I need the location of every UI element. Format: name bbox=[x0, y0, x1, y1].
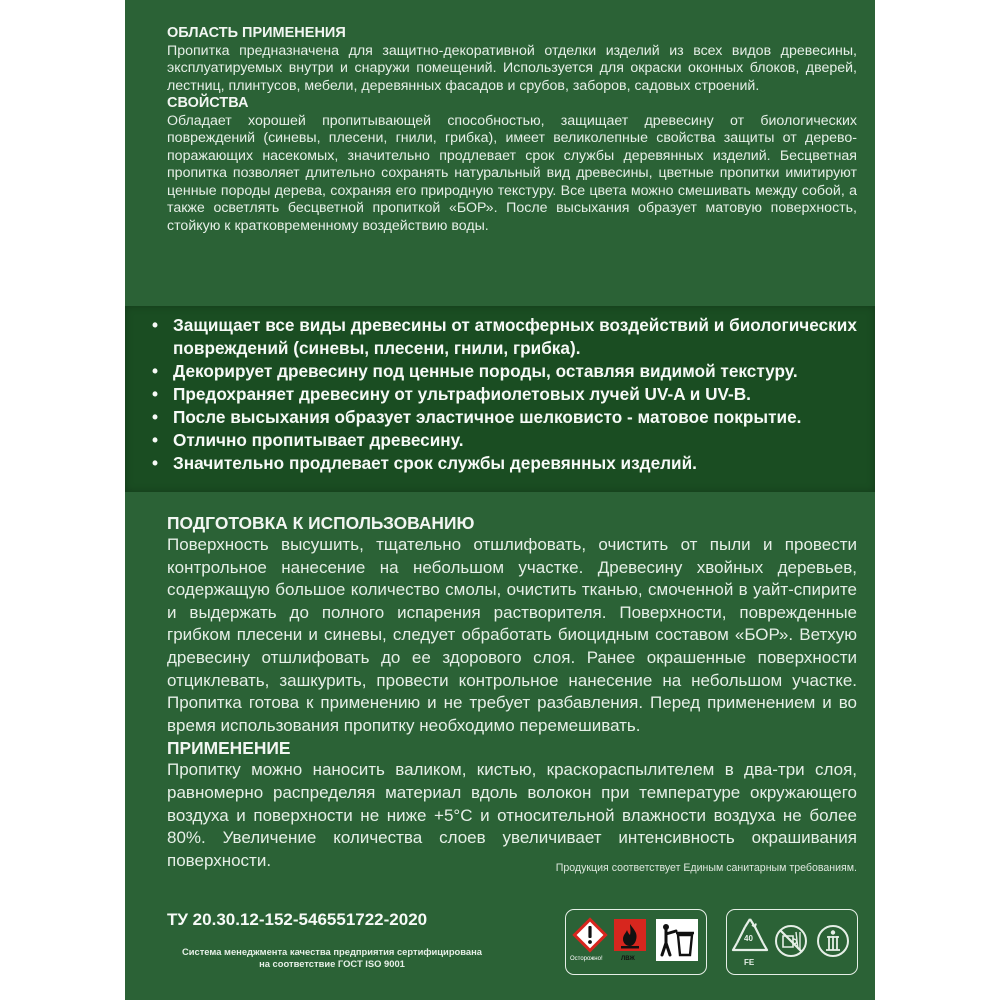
benefit-item: • Декорирует древесину под ценные породы, оставляя видимой текстуру. bbox=[149, 360, 875, 383]
preparation-heading: ПОДГОТОВКА К ИСПОЛЬЗОВАНИЮ bbox=[167, 513, 475, 533]
quality-line-1: Система менеджмента качества предприятия сертифицирована bbox=[181, 946, 483, 957]
top-section bbox=[167, 25, 857, 235]
flammable-icon bbox=[612, 917, 648, 953]
exclamation-hazard-icon bbox=[572, 917, 608, 953]
dispose-in-bin-icon bbox=[654, 917, 700, 963]
benefit-item: • После высыхания образует эластичное шелковисто - матовое покрытие. bbox=[149, 406, 875, 429]
properties-text: Обладает хорошей пропитывающей способностью, защищает древесину от биологических повреждений (синевы, плесени, гнили, грибка), имеет великолепные свойства защиты от дерево-поражающих насекомых, значительно продлевает срок службы деревянных изделий. Бесцветная пропитка позволяет длительно сохранять натуральный вид древесины, цветные пропитки имитируют ценные породы дерева, сохраняя его природную текстуру. Все цвета можно смешивать между собой, а также осветлять бесцветной пропиткой «БОР». После высыхания образует матовую поверхность, стойкую к кратковременному воздействию воды. bbox=[167, 112, 857, 234]
hazard-icons-box bbox=[565, 909, 707, 975]
compliance-note: Продукция соответствует Единым санитарным требованиям. bbox=[555, 862, 857, 874]
area-heading: ОБЛАСТЬ ПРИМЕНЕНИЯ bbox=[167, 25, 346, 41]
area-text: Пропитка предназначена для защитно-декоративной отделки изделий из всех видов древесины, эксплуатируемых внутри и снаружи помещений. Используется для окраски оконных блоков, дверей, лестниц, плинтусов, мебели, деревянных фасадов и срубов, заборов, садовых строений. bbox=[167, 42, 857, 94]
quality-line-2: на соответствие ГОСТ ISO 9001 bbox=[259, 958, 405, 969]
flame-label: ЛВЖ bbox=[621, 956, 635, 962]
tidyman-icon bbox=[815, 923, 851, 959]
application-text: Пропитку можно наносить валиком, кистью, краскораспылителем в два-три слоя, равномерно распределяя материал вдоль волокон при температуре окружающего воздуха и поверхности не ниже +5°С и относительной влажности воздуха не более 80%. Увеличение количества слоев увеличивает интенсивность окрашивания поверхности. bbox=[167, 760, 857, 870]
exclamation-label: Осторожно! bbox=[570, 956, 603, 962]
preparation-text: Поверхность высушить, тщательно отшлифовать, очистить от пыли и провести контрольное нанесение на небольшом участке. Древесину хвойных деревьев, содержащую большое количество смолы, очистить тканью, смоченной в уайт-спирите и выдержать до полного испарения растворителя. Поверхности, поврежденные грибком плесени и синевы, следует обработать биоцидным составом «БОР». Ветхую древесину отшлифовать до ее здорового слоя. Ранее окрашенные поверхности отциклевать, зашкурить, провести контрольное нанесение на небольшом участке. Пропитка готова к применению и не требует разбавления. Перед применением и во время использования пропитку необходимо перемешивать. bbox=[167, 535, 857, 735]
benefits-list bbox=[125, 306, 875, 475]
tu-code: ТУ 20.30.12-152-546551722-2020 bbox=[167, 910, 428, 929]
benefit-item: • Предохраняет древесину от ультрафиолетовых лучей UV-A и UV-B. bbox=[149, 383, 875, 406]
application-heading: ПРИМЕНЕНИЕ bbox=[167, 738, 291, 759]
benefit-item: • Защищает все виды древесины от атмосферных воздействий и биологических повреждений (синевы, плесени, гнили, грибка). bbox=[149, 314, 875, 360]
properties-heading: СВОЙСТВА bbox=[167, 95, 249, 111]
benefit-item: • Значительно продлевает срок службы деревянных изделий. bbox=[149, 452, 875, 475]
benefit-item: • Отлично пропитывает древесину. bbox=[149, 429, 875, 452]
eco-icons-box bbox=[726, 909, 858, 975]
benefits-band bbox=[125, 306, 875, 492]
not-for-food-icon bbox=[773, 923, 809, 959]
recycle-code: FE bbox=[744, 958, 755, 967]
instructions-section bbox=[167, 512, 857, 872]
quality-system-note bbox=[167, 946, 497, 970]
recycle-number: 40 bbox=[744, 934, 753, 943]
label-panel bbox=[125, 0, 875, 1000]
